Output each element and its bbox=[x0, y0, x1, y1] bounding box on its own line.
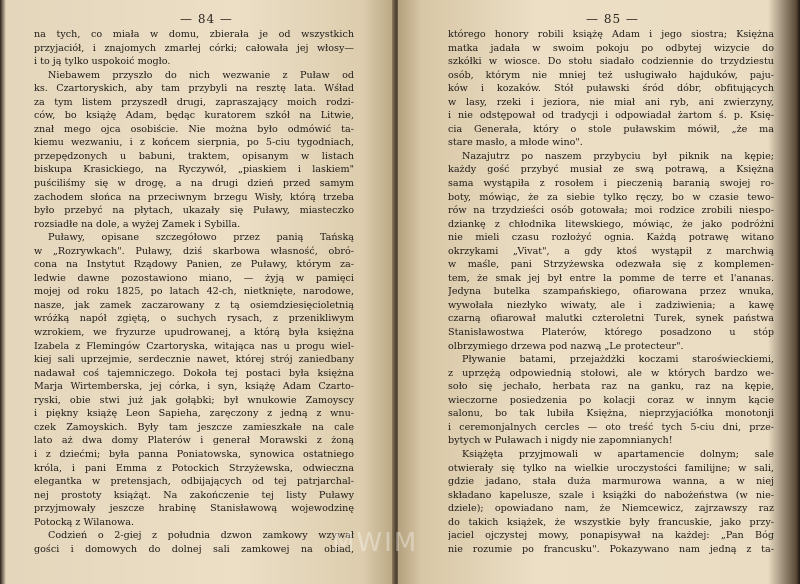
text-line: składano kapelusze, szale i książki do nabożeństwa (w nie- bbox=[448, 489, 774, 501]
text-line: wywołała niezłyko wiwaty, ale i zadziwienia; a kawę bbox=[448, 299, 774, 311]
text-line: i to ją tylko uspokoić mogło. bbox=[34, 56, 171, 68]
text-line: kiemu wezwaniu, i z końcem sierpnia, po 5-ciu tygodniach, bbox=[34, 137, 354, 149]
text-line: ryski, obie stwi już jak gołąbki; był wnukowie Zamoyscy bbox=[34, 394, 354, 406]
text-line: i nie odstępował od tradycji i odpowiadał żartom ś. p. Księ- bbox=[448, 110, 774, 122]
text-line: nej prostoty książąt. Na zakończenie tej listy Puławy bbox=[34, 489, 354, 501]
text-line: ców, bo książę Adam, będąc kuratorem szkół na Litwie, bbox=[34, 110, 354, 122]
text-line: szkółki w wiosce. Do stołu siadało codziennie do trzydziestu bbox=[448, 56, 774, 68]
text-line: nie rozumie po francusku". Pokazywano nam jedną z ta- bbox=[448, 543, 774, 555]
right-page bbox=[398, 0, 800, 584]
text-line: króla, i pani Emma z Potockich Strzyżewska, odwieczna bbox=[34, 462, 354, 474]
text-line: czarną ofiarował malutki czteroletni Turek, synek państwa bbox=[448, 313, 774, 325]
text-line: salonu, bo tak lubiła Księżna, nieprzyjaciółka monotonji bbox=[448, 408, 774, 420]
text-line: Potocką z Wilanowa. bbox=[34, 516, 135, 528]
text-line: Pływanie batami, przejażdżki koczami staroświeckiemi, bbox=[462, 354, 774, 366]
text-line: zachodem słońca na przeciwnym brzegu Wisły, którą trzeba bbox=[34, 191, 354, 203]
text-line: puściliśmy się w drogę, a na drugi dzień przed samym bbox=[34, 178, 354, 190]
text-line: dziele); opowiadano nam, że Niemcewicz, zajrzawszy raz bbox=[448, 503, 774, 515]
text-line: bytych w Puławach i nigdy nie zapomnianych! bbox=[448, 435, 673, 447]
text-line: Puławy, opisane szczegółowo przez panią Tańską bbox=[48, 232, 354, 244]
text-line: rów na trzydzieści osób gotowała; moi rodzice zrobili niespo- bbox=[448, 205, 774, 217]
text-line: rozsiadłe na dole, a wyżej Zamek i Sybilla. bbox=[34, 218, 241, 230]
text-line: i piękny książę Leon Sapieha, zaręczony z jedną z wnu- bbox=[34, 408, 354, 420]
text-line: czek Zamoyskich. Były tam jeszcze zamieszkałe na cale bbox=[34, 421, 354, 433]
text-line: nasze, jak zamek zaczarowany z tą osiemdziesięcioletnią bbox=[34, 299, 354, 311]
text-line: gdzie jadano, stała duża marmurowa wanna, a w niej bbox=[448, 476, 774, 488]
text-line: osób, którym nie mniej też usługiwało hajduków, paju- bbox=[448, 69, 774, 81]
text-line: Nazajutrz po naszem przybyciu był piknik na kępie; bbox=[462, 150, 774, 162]
text-line: okrzykami „Vivat", a gdy ktoś wystąpił z marchwią bbox=[448, 245, 774, 257]
text-line: na tych, co miała w domu, zbierała je od wszystkich bbox=[34, 29, 354, 40]
text-line: lato aż dwa domy Platerów i generał Morawski z żoną bbox=[34, 435, 354, 447]
text-line: kiej sali uprzejmie, serdecznie nawet, której strój zaniedbany bbox=[34, 354, 354, 366]
left-page-text bbox=[34, 28, 354, 556]
left-page bbox=[0, 0, 394, 584]
text-line: cona na Instytut Rządowy Panien, ze Puławy, którym za- bbox=[34, 259, 354, 271]
text-line: gości i domowych do dolnej sali zamkowej na obiad, bbox=[34, 543, 354, 555]
text-line: przyjaciół, i znajomych zmarłej córki; całowała jej włosy— bbox=[34, 42, 354, 54]
text-line: matka jadała w swoim pokoju po odbytej wizycie do bbox=[448, 42, 774, 54]
text-line: jaciel ojczystej mowy, ponapisywał na każdej: „Pan Bóg bbox=[448, 530, 774, 542]
text-line: otwierały się tylko na wielkie uroczystości familijne; w sali, bbox=[448, 462, 774, 474]
text-line: każdy gość przybyć musiał ze swą potrawą, a Księżna bbox=[448, 164, 774, 176]
page-number-left: — 84 — bbox=[180, 12, 233, 26]
text-line: Izabela z Flemingów Czartoryska, witająca nas u progu wiel- bbox=[34, 340, 354, 352]
text-line: cia Generała, który o stole puławskim mówił, „że ma bbox=[448, 123, 774, 135]
text-line: wróżką napół zgiętą, o suchych rysach, z przenikliwym bbox=[34, 313, 354, 325]
watermark: MWIM bbox=[332, 528, 419, 558]
text-line: ków i kozaków. Stół puławski śród dóbr, obfitujących bbox=[448, 83, 774, 95]
text-line: za tym listem przyszedł drugi, zapraszający moich rodzi- bbox=[34, 96, 354, 108]
text-line: ks. Czartoryskich, aby tam przybyli na resztę lata. Wśład bbox=[34, 83, 354, 95]
text-line: Codzień o 2-giej z południa dzwon zamkowy wzywał bbox=[48, 530, 354, 542]
text-line: i ceremonjalnych cercles — oto treść tych 5-ciu dni, prze- bbox=[448, 421, 774, 433]
text-line: Niebawem przyszło do nich wezwanie z Puław od bbox=[48, 69, 354, 81]
text-line: soło się jechało, herbata raz na ganku, raz na kępie, bbox=[448, 381, 774, 393]
text-line: przyjmowały jeszcze hrabinę Stanisławową wojewodzinę bbox=[34, 503, 354, 515]
text-line: wzrokiem, we fryzurze upudrowanej, a którą była księżna bbox=[34, 327, 354, 339]
text-line: którego honory robili książę Adam i jego siostra; Księżna bbox=[448, 29, 774, 40]
text-line: dziankę z chłodnika litewskiego, mówiąc, że jako podróżni bbox=[448, 218, 774, 230]
text-line: Jedyna butelka szampańskiego, ofiarowana przez wnuka, bbox=[448, 286, 774, 298]
text-line: przepędzonych u babuni, traktem, opisanym w listach bbox=[34, 150, 354, 162]
text-line: Książęta przyjmowali w apartamencie dolnym; sale bbox=[462, 448, 774, 460]
text-line: wieczorne posiedzenia po kolacji coraz w innym kącie bbox=[448, 394, 774, 406]
right-page-text bbox=[448, 28, 774, 556]
text-line: tem, że smak jej był entre la pomme de terre et l'ananas. bbox=[448, 272, 774, 284]
text-line: z uprzężą odpowiednią stołowi, ale w których bardzo we- bbox=[448, 367, 774, 379]
text-line: ledwie dawne pozostawiono miano, — żyją w pamięci bbox=[34, 272, 354, 284]
text-line: nie mieli czasu rozłożyć ognia. Każdą potrawę witano bbox=[448, 232, 774, 244]
text-line: mojej od roku 1825, po latach 42-ch, nietknięte, narodowe, bbox=[34, 286, 354, 298]
text-line: Marja Wirtemberska, jej córka, i syn, książę Adam Czarto- bbox=[34, 381, 354, 393]
page-number-right: — 85 — bbox=[586, 12, 639, 26]
text-line: olbrzymiego drzewa pod nazwą „Le protecteur". bbox=[448, 340, 684, 352]
text-line: biskupa Krasickiego, na Ryczywół, „piaskiem i laskiem" bbox=[34, 164, 354, 176]
text-line: sama wystąpiła z rosołem i pieczenią baranią swojej ro- bbox=[448, 178, 774, 190]
text-line: w lasy, rzeki i jeziora, nie miał ani ryb, ani zwierzyny, bbox=[448, 96, 774, 108]
text-line: Stanisławostwa Platerów, którego posadzono u stóp bbox=[448, 327, 774, 339]
text-line: i z dziećmi; była panna Poniatowska, synowica ostatniego bbox=[34, 448, 354, 460]
text-line: w maśle, pani Strzyżewska odezwała się z komplemen- bbox=[448, 259, 774, 271]
text-line: stare masło, a młode wino". bbox=[448, 137, 583, 149]
text-line: było przebyć na płytach, ukazały się Puławy, miasteczko bbox=[34, 205, 354, 217]
text-line: nadawał coś tajemniczego. Dokoła tej postaci była księżna bbox=[34, 367, 354, 379]
text-line: do takich książek, że wszystkie były francuskie, jako przy- bbox=[448, 516, 774, 528]
text-line: w „Rozrywkach". Puławy, dziś skarbowa własność, obró- bbox=[34, 245, 354, 257]
text-line: boty, mówiąc, że za siebie tylko ręczy, bo w czasie tewo- bbox=[448, 191, 774, 203]
text-line: znał mego ojca osobiście. Nie można było odmówić ta- bbox=[34, 123, 354, 135]
text-line: elegantka w pretensjach, odbijających od tej patrjarchal- bbox=[34, 476, 354, 488]
